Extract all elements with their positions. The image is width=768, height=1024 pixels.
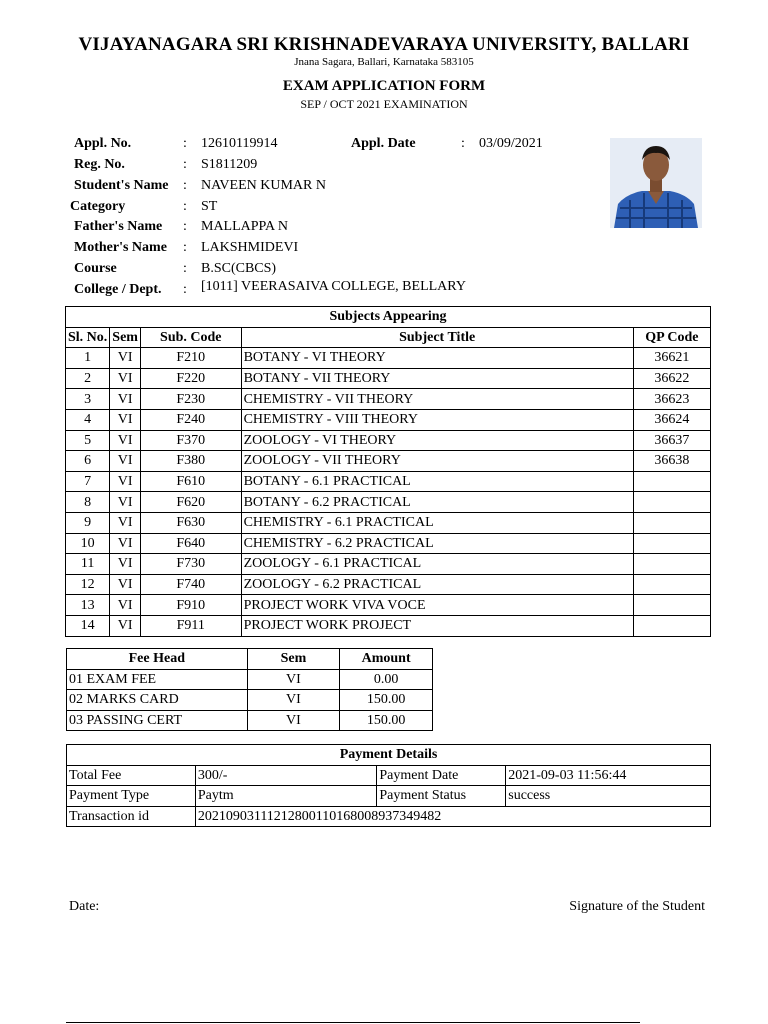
cell-sl-no: 7: [66, 471, 110, 492]
table-row: [66, 430, 711, 451]
college-label: College / Dept.: [74, 282, 162, 297]
cell-qp-code: 36621: [633, 348, 710, 369]
cell-subject-title: PROJECT WORK VIVA VOCE: [241, 595, 633, 616]
table-row: [67, 765, 711, 786]
cell-sem: VI: [110, 615, 141, 636]
table-row: [67, 690, 433, 711]
cell-qp-code: 36637: [633, 430, 710, 451]
payment-status-label: Payment Status: [377, 786, 506, 807]
table-row: [66, 389, 711, 410]
student-photo-image: [610, 138, 702, 228]
colon: :: [183, 136, 187, 151]
cell-fee-head: 02 MARKS CARD: [67, 690, 248, 711]
cell-sem: VI: [110, 492, 141, 513]
table-row: [66, 368, 711, 389]
colon: :: [183, 261, 187, 276]
cell-sl-no: 8: [66, 492, 110, 513]
college-value: [1011] VEERASAIVA COLLEGE, BELLARY: [201, 279, 466, 294]
cell-sl-no: 5: [66, 430, 110, 451]
cell-sub-code: F380: [140, 451, 241, 472]
total-fee-value: 300/-: [195, 765, 377, 786]
cell-sem: VI: [110, 554, 141, 575]
cell-sem: VI: [110, 409, 141, 430]
course-value: B.SC(CBCS): [201, 261, 277, 276]
mother-name-value: LAKSHMIDEVI: [201, 240, 299, 255]
cell-sl-no: 3: [66, 389, 110, 410]
payment-type-value: Paytm: [195, 786, 377, 807]
colon: :: [183, 178, 187, 193]
table-row: [66, 471, 711, 492]
cell-qp-code: [633, 492, 710, 513]
cell-sem: VI: [110, 512, 141, 533]
payment-type-label: Payment Type: [67, 786, 196, 807]
table-row: [66, 595, 711, 616]
cell-qp-code: 36624: [633, 409, 710, 430]
fees-table: [66, 648, 433, 731]
table-row: [67, 710, 433, 731]
subjects-table: [65, 306, 711, 637]
cell-sem: VI: [110, 574, 141, 595]
cell-subject-title: BOTANY - 6.1 PRACTICAL: [241, 471, 633, 492]
cell-sem: VI: [110, 533, 141, 554]
exam-session: SEP / OCT 2021 EXAMINATION: [300, 97, 468, 111]
cell-subject-title: BOTANY - 6.2 PRACTICAL: [241, 492, 633, 513]
fees-header-row: [67, 649, 433, 670]
col-fee-sem: Sem: [247, 649, 340, 670]
cell-sub-code: F630: [140, 512, 241, 533]
cell-subject-title: ZOOLOGY - 6.2 PRACTICAL: [241, 574, 633, 595]
transaction-id-label: Transaction id: [67, 806, 196, 827]
cell-sl-no: 12: [66, 574, 110, 595]
colon: :: [183, 240, 187, 255]
form-title: EXAM APPLICATION FORM: [282, 78, 486, 94]
cell-fee-sem: VI: [247, 690, 340, 711]
cell-sub-code: F210: [140, 348, 241, 369]
colon: :: [183, 282, 187, 297]
cell-subject-title: CHEMISTRY - 6.2 PRACTICAL: [241, 533, 633, 554]
cell-sub-code: F730: [140, 554, 241, 575]
cell-sub-code: F240: [140, 409, 241, 430]
father-name-label: Father's Name: [74, 219, 163, 234]
cell-fee-head: 03 PASSING CERT: [67, 710, 248, 731]
col-subject-title: Subject Title: [241, 327, 633, 348]
cell-sl-no: 14: [66, 615, 110, 636]
cell-subject-title: ZOOLOGY - VI THEORY: [241, 430, 633, 451]
cell-fee-head: 01 EXAM FEE: [67, 669, 248, 690]
colon: :: [183, 199, 187, 214]
cell-sl-no: 6: [66, 451, 110, 472]
col-fee-amount: Amount: [340, 649, 433, 670]
col-sl-no: Sl. No.: [66, 327, 110, 348]
subjects-title: Subjects Appearing: [66, 307, 711, 328]
cell-fee-sem: VI: [247, 669, 340, 690]
cell-fee-amount: 150.00: [340, 690, 433, 711]
university-name: VIJAYANAGARA SRI KRISHNADEVARAYA UNIVERSITY, BALLARI: [78, 34, 690, 55]
subjects-header-row: [66, 327, 711, 348]
cell-sl-no: 4: [66, 409, 110, 430]
cell-subject-title: CHEMISTRY - VIII THEORY: [241, 409, 633, 430]
table-row: [67, 786, 711, 807]
category-label: Category: [70, 199, 126, 214]
total-fee-label: Total Fee: [67, 765, 196, 786]
cell-qp-code: 36623: [633, 389, 710, 410]
table-row: [66, 533, 711, 554]
student-name-value: NAVEEN KUMAR N: [201, 178, 326, 193]
cell-fee-sem: VI: [247, 710, 340, 731]
cell-subject-title: CHEMISTRY - 6.1 PRACTICAL: [241, 512, 633, 533]
payment-date-label: Payment Date: [377, 765, 506, 786]
cell-sem: VI: [110, 348, 141, 369]
cell-sl-no: 2: [66, 368, 110, 389]
cell-qp-code: [633, 512, 710, 533]
student-photo: [610, 138, 702, 228]
cell-sem: VI: [110, 368, 141, 389]
mother-name-label: Mother's Name: [74, 240, 167, 255]
cell-sl-no: 11: [66, 554, 110, 575]
cell-sem: VI: [110, 595, 141, 616]
university-address: Jnana Sagara, Ballari, Karnataka 583105: [294, 56, 474, 68]
payment-title: Payment Details: [67, 745, 711, 766]
cell-sub-code: F370: [140, 430, 241, 451]
cell-sub-code: F230: [140, 389, 241, 410]
reg-no-label: Reg. No.: [74, 157, 125, 172]
cell-qp-code: 36622: [633, 368, 710, 389]
table-row: [66, 348, 711, 369]
colon: :: [183, 157, 187, 172]
colon: :: [183, 219, 187, 234]
payment-date-value: 2021-09-03 11:56:44: [506, 765, 711, 786]
cell-sl-no: 10: [66, 533, 110, 554]
cell-sem: VI: [110, 389, 141, 410]
appl-date-label: Appl. Date: [351, 136, 416, 151]
appl-no-value: 12610119914: [201, 136, 278, 151]
table-row: [67, 806, 711, 827]
appl-date-value: 03/09/2021: [479, 136, 543, 151]
signature-label: Signature of the Student: [569, 899, 705, 914]
table-row: [66, 615, 711, 636]
cell-qp-code: 36638: [633, 451, 710, 472]
col-fee-head: Fee Head: [67, 649, 248, 670]
cell-subject-title: BOTANY - VII THEORY: [241, 368, 633, 389]
table-row: [66, 451, 711, 472]
course-label: Course: [74, 261, 117, 276]
category-value: ST: [201, 199, 218, 214]
cell-sl-no: 9: [66, 512, 110, 533]
cell-qp-code: [633, 595, 710, 616]
cell-subject-title: BOTANY - VI THEORY: [241, 348, 633, 369]
cell-subject-title: CHEMISTRY - VII THEORY: [241, 389, 633, 410]
cell-qp-code: [633, 574, 710, 595]
cell-fee-amount: 0.00: [340, 669, 433, 690]
cell-subject-title: ZOOLOGY - VII THEORY: [241, 451, 633, 472]
cell-qp-code: [633, 471, 710, 492]
table-row: [66, 554, 711, 575]
table-row: [66, 492, 711, 513]
father-name-value: MALLAPPA N: [201, 219, 289, 234]
table-row: [66, 574, 711, 595]
cell-sub-code: F910: [140, 595, 241, 616]
cell-sem: VI: [110, 451, 141, 472]
cell-sub-code: F911: [140, 615, 241, 636]
bottom-rule: [66, 1022, 640, 1023]
col-sub-code: Sub. Code: [140, 327, 241, 348]
payment-table: [66, 744, 711, 827]
student-name-label: Student's Name: [74, 178, 169, 193]
date-label: Date:: [69, 899, 100, 914]
transaction-id-value: 20210903111212800110168008937349482: [195, 806, 710, 827]
table-row: [66, 512, 711, 533]
table-row: [67, 669, 433, 690]
cell-subject-title: PROJECT WORK PROJECT: [241, 615, 633, 636]
cell-sl-no: 13: [66, 595, 110, 616]
cell-subject-title: ZOOLOGY - 6.1 PRACTICAL: [241, 554, 633, 575]
col-sem: Sem: [110, 327, 141, 348]
cell-sem: VI: [110, 430, 141, 451]
cell-sub-code: F620: [140, 492, 241, 513]
cell-sl-no: 1: [66, 348, 110, 369]
colon: :: [461, 136, 465, 151]
cell-sem: VI: [110, 471, 141, 492]
table-row: [66, 409, 711, 430]
cell-qp-code: [633, 533, 710, 554]
payment-status-value: success: [506, 786, 711, 807]
col-qp-code: QP Code: [633, 327, 710, 348]
cell-sub-code: F220: [140, 368, 241, 389]
reg-no-value: S1811209: [201, 157, 258, 172]
cell-qp-code: [633, 554, 710, 575]
cell-sub-code: F640: [140, 533, 241, 554]
cell-qp-code: [633, 615, 710, 636]
cell-fee-amount: 150.00: [340, 710, 433, 731]
cell-sub-code: F740: [140, 574, 241, 595]
appl-no-label: Appl. No.: [74, 136, 132, 151]
cell-sub-code: F610: [140, 471, 241, 492]
